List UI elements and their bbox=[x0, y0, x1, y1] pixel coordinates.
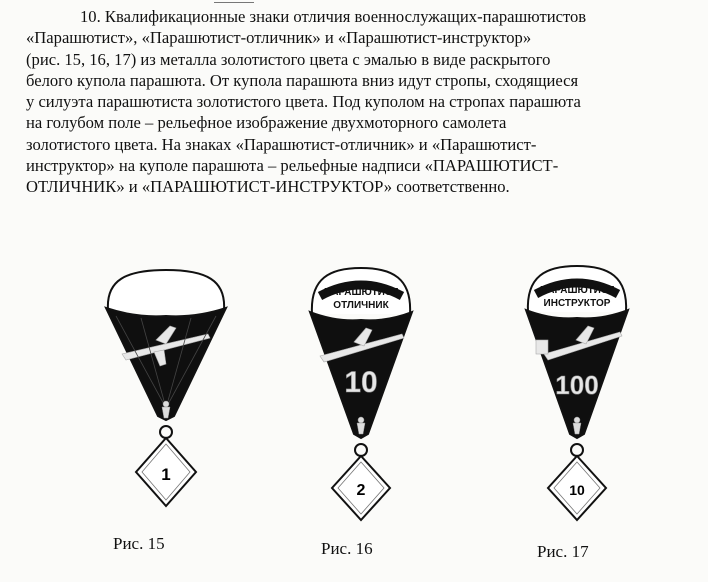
paragraph-10 bbox=[26, 6, 698, 198]
paragraph-line: 10. Квалификационные знаки отличия военнослужащих-парашютистов bbox=[80, 7, 587, 26]
badge-parachutist-instructor-figure bbox=[522, 262, 632, 526]
canopy-inscription-1: ПАРАШЮТИСТ bbox=[324, 287, 398, 298]
big-number: 10 bbox=[344, 366, 378, 399]
paragraph-line: «Парашютист», «Парашютист-отличник» и «Парашютист-инструктор» bbox=[26, 28, 532, 48]
figure-caption: Рис. 17 bbox=[537, 542, 589, 561]
paragraph-line: золотистого цвета. На знаках «Парашютист-отличник» и «Парашютист- bbox=[26, 134, 537, 154]
canopy-inscription-2: ОТЛИЧНИК bbox=[333, 300, 389, 311]
paragraph-line: на голубом поле – рельефное изображение двухмоторного самолета bbox=[26, 113, 507, 133]
big-number: 100 bbox=[555, 370, 599, 400]
previous-page-fragment bbox=[214, 0, 254, 3]
paragraph-line: (рис. 15, 16, 17) из металла золотистого цвета с эмалью в виде раскрытого bbox=[26, 49, 551, 69]
figure-caption: Рис. 15 bbox=[113, 534, 165, 553]
paragraph-line: инструктор» на куполе парашюта – рельефные надписи «ПАРАШЮТИСТ- bbox=[26, 156, 559, 176]
canopy-inscription-1: ПАРАШЮТИСТ bbox=[540, 285, 614, 296]
badge-excellent-parachutist-figure bbox=[306, 264, 416, 524]
figure-caption: Рис. 16 bbox=[321, 539, 373, 558]
canopy-inscription-2: ИНСТРУКТОР bbox=[543, 298, 611, 309]
paragraph-line: у силуэта парашютиста золотистого цвета. Под куполом на стропах парашюта bbox=[26, 92, 581, 112]
tab-number: 1 bbox=[161, 465, 171, 484]
tab-number: 10 bbox=[569, 482, 585, 498]
paragraph-line: ОТЛИЧНИК» и «ПАРАШЮТИСТ-ИНСТРУКТОР» соответственно. bbox=[26, 177, 510, 197]
tab-number: 2 bbox=[356, 482, 366, 499]
badge-parachutist-figure bbox=[96, 268, 236, 518]
paragraph-line: белого купола парашюта. От купола парашюта вниз идут стропы, сходящиеся bbox=[26, 70, 579, 90]
